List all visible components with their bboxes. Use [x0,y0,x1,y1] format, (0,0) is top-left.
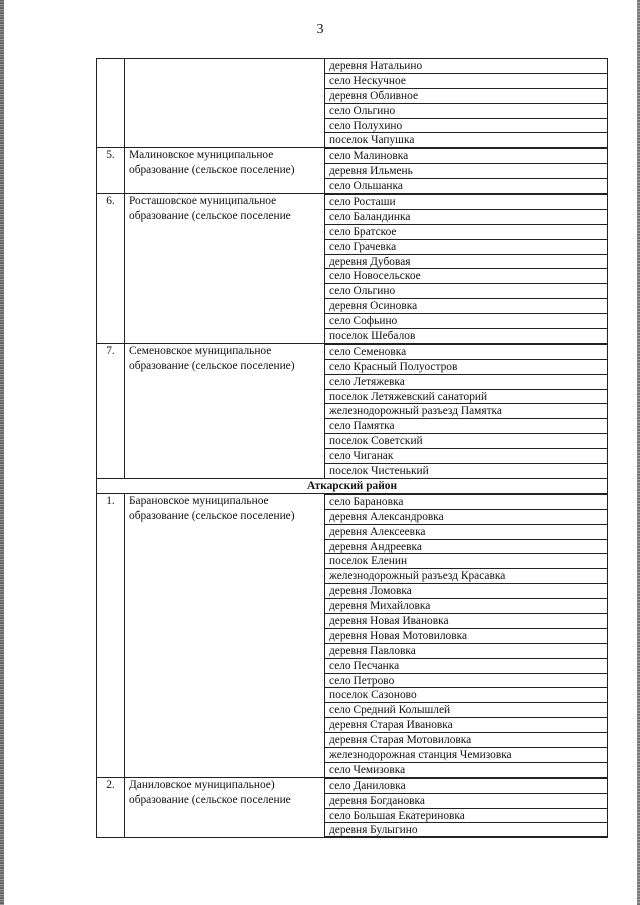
settlements-table [96,58,608,838]
row-number: 5. [96,148,124,193]
settlement-cell: деревня Ильмень [325,163,608,178]
settlement-cell: село Памятка [325,418,608,433]
table-row-group [96,343,608,478]
settlement-cell: село Чемизовка [325,762,608,777]
settlement-cell: село Братское [325,224,608,239]
settlement-cell: деревня Обливное [325,88,608,103]
settlement-cell: село Малиновка [325,148,608,163]
settlement-cell: поселок Сазоново [325,687,608,702]
settlement-list [324,344,608,478]
table-row-group [96,193,608,343]
settlement-cell: деревня Алексеевка [325,524,608,539]
settlement-cell: село Полухино [325,118,608,133]
settlement-cell: деревня Богдановка [325,793,608,808]
table-bottom-border [96,837,608,838]
settlement-cell: село Росташи [325,194,608,209]
municipality-name: Малиновское муниципальное образование (сельское поселение) [124,148,324,193]
settlement-cell: деревня Новая Ивановка [325,613,608,628]
settlement-cell: деревня Натальино [325,58,608,73]
settlement-cell: поселок Советский [325,433,608,448]
settlement-cell: поселок Летяжевский санаторий [325,389,608,404]
settlement-cell: село Ольгино [325,283,608,298]
settlement-cell: железнодорожный разъезд Памятка [325,403,608,418]
settlement-cell: село Грачевка [325,239,608,254]
settlement-cell: деревня Александровка [325,509,608,524]
municipality-name: Семеновское муниципальное образование (сельское поселение) [124,344,324,478]
settlement-cell: село Даниловка [325,778,608,793]
settlement-cell: село Петрово [325,673,608,688]
table-section-bottom [96,493,608,837]
settlement-cell: поселок Еленин [325,553,608,568]
settlement-cell: деревня Осиновка [325,298,608,313]
row-number: 6. [96,194,124,343]
page-number: 3 [316,22,324,37]
settlement-cell: поселок Шебалов [325,328,608,343]
settlement-list [324,58,608,147]
row-number [96,58,124,147]
settlement-cell: село Нескучное [325,73,608,88]
row-number: 1. [96,494,124,777]
table-row-group [96,147,608,193]
settlement-list [324,148,608,193]
settlement-cell: поселок Чистенький [325,463,608,478]
settlement-cell: деревня Дубовая [325,254,608,269]
municipality-name [124,58,324,147]
table-section-top [96,58,608,478]
settlement-cell: деревня Новая Мотовиловка [325,628,608,643]
table-row-group [96,493,608,777]
settlement-cell: деревня Андреевка [325,539,608,554]
municipality-name: Даниловское муниципальное) образование (сельское поселение [124,778,324,838]
district-heading: Аткарский район [96,478,608,493]
table-row-group [96,58,608,147]
settlement-list [324,194,608,343]
settlement-cell: село Средний Колышлей [325,702,608,717]
settlement-cell: село Ольгино [325,103,608,118]
settlement-cell: деревня Булыгино [325,822,608,837]
settlement-cell: село Ольшанка [325,178,608,193]
settlement-cell: деревня Старая Мотовиловка [325,732,608,747]
settlement-cell: село Барановка [325,494,608,509]
row-number: 7. [96,344,124,478]
municipality-name: Росташовское муниципальное образование (сельское поселение [124,194,324,343]
settlement-cell: село Чиганак [325,448,608,463]
settlement-cell: деревня Старая Ивановка [325,717,608,732]
settlement-cell: село Семеновка [325,344,608,359]
settlement-cell: село Баландинка [325,209,608,224]
settlement-cell: деревня Павловка [325,643,608,658]
settlement-cell: село Большая Екатериновка [325,808,608,823]
settlement-cell: железнодорожная станция Чемизовка [325,747,608,762]
settlement-cell: село Летяжевка [325,374,608,389]
municipality-name: Барановское муниципальное образование (сельское поселение) [124,494,324,777]
scan-edge-left [0,0,4,905]
settlement-list [324,778,608,838]
settlement-cell: село Песчанка [325,658,608,673]
settlement-cell: село Красный Полуостров [325,359,608,374]
settlement-list [324,494,608,777]
table-row-group [96,777,608,838]
settlement-cell: деревня Ломовка [325,583,608,598]
row-number: 2. [96,778,124,838]
settlement-cell: село Новосельское [325,268,608,283]
settlement-cell: деревня Михайловка [325,598,608,613]
settlement-cell: железнодорожный разъезд Красавка [325,568,608,583]
settlement-cell: село Софьино [325,313,608,328]
settlement-cell: поселок Чапушка [325,132,608,147]
